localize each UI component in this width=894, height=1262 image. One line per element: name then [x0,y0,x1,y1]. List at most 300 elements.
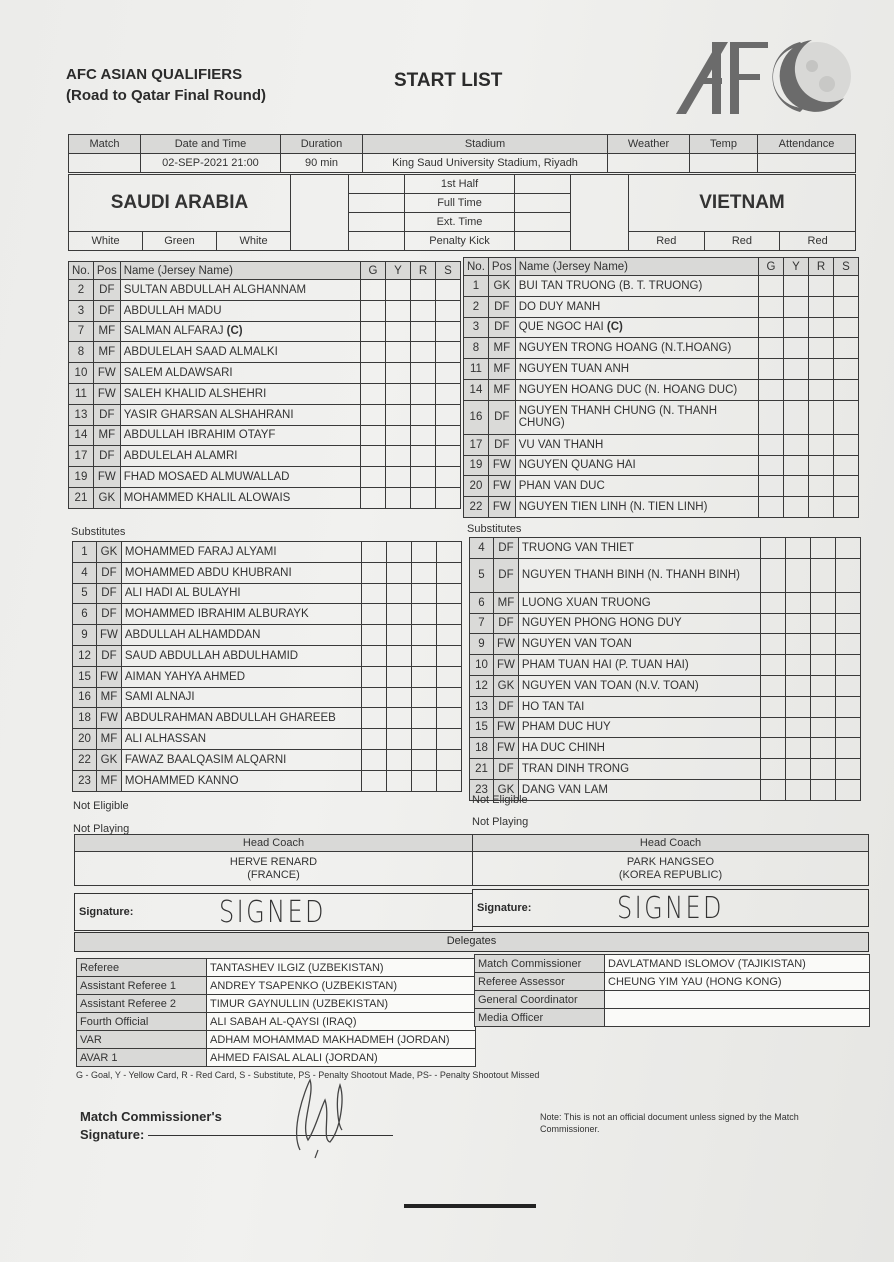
sub-cell [437,542,462,563]
temp-label: Temp [690,135,758,154]
player-name [518,538,760,559]
red-cell [411,342,436,363]
player-number: 20 [73,729,97,750]
stadium-value: King Saud University Stadium, Riyadh [363,154,608,173]
away-period-score-1 [515,175,571,194]
player-name [518,634,760,655]
goal-cell [759,400,784,434]
player-name [121,749,361,770]
player-name-text: NGUYEN VAN TOAN [521,638,632,651]
player-name-text: MOHAMMED KHALIL ALOWAIS [123,491,291,504]
player-row [73,749,462,770]
yellow-cell [386,383,411,404]
match-label: Match [69,135,141,154]
away-coach-country: (KOREA REPUBLIC) [618,868,723,881]
sub-cell [437,562,462,583]
home-starters-table [68,261,461,509]
yellow-cell [387,604,412,625]
player-number: 17 [464,434,489,455]
delegate-name: ANDREY TSAPENKO (UZBEKISTAN) [207,977,476,995]
red-cell [411,280,436,301]
red-cell [412,666,437,687]
player-name-text: FAWAZ BAALQASIM ALQARNI [124,753,287,766]
player-position: DF [488,400,515,434]
duration-label: Duration [281,135,363,154]
goal-cell [759,434,784,455]
player-name-text: NGUYEN THANH BINH (N. THANH BINH) [521,569,740,582]
delegate-name: CHEUNG YIM YAU (HONG KONG) [605,973,870,991]
delegate-row [475,955,870,973]
player-name [515,434,758,455]
competition-title [66,64,266,106]
away-score-box [571,175,629,251]
player-number: 7 [69,321,94,342]
goal-cell [361,363,386,384]
player-position: DF [488,317,515,338]
player-row [464,359,859,380]
player-number: 18 [73,708,97,729]
red-cell [811,717,836,738]
temp-value [690,154,758,173]
player-row [470,759,861,780]
col-name: Name (Jersey Name) [120,262,360,280]
yellow-cell [387,770,412,791]
goal-cell [761,634,786,655]
afc-logo-icon [672,36,862,116]
player-name-text: SAUD ABDULLAH ABDULHAMID [124,649,299,662]
player-name-text: YASIR GHARSAN ALSHAHRANI [123,408,294,421]
goal-cell [361,321,386,342]
player-row [73,625,462,646]
player-name [120,425,360,446]
delegate-row [475,1009,870,1027]
player-name-text: ABDULLAH MADU [123,304,222,317]
yellow-cell [386,300,411,321]
away-substitutes-label: Substitutes [467,523,522,535]
player-name-text: MOHAMMED ABDU KHUBRANI [124,566,292,579]
player-position: DF [494,696,519,717]
player-name [515,359,758,380]
home-head-coach [75,852,473,886]
col-goal: G [759,258,784,276]
player-name-text: ALI ALHASSAN [124,733,207,746]
red-cell [412,625,437,646]
red-cell [809,317,834,338]
red-cell [809,400,834,434]
red-cell [412,562,437,583]
player-number: 19 [69,467,94,488]
sub-cell [836,696,861,717]
player-number: 15 [73,666,97,687]
player-name [121,583,361,604]
player-number: 7 [470,613,494,634]
date-time-label: Date and Time [141,135,281,154]
player-row [69,425,461,446]
period-ext-time: Ext. Time [405,213,515,232]
player-row [470,613,861,634]
player-row [69,467,461,488]
player-number: 14 [464,379,489,400]
player-name [120,487,360,508]
player-position: MF [97,729,122,750]
delegate-row [475,991,870,1009]
red-cell [809,434,834,455]
goal-cell [362,666,387,687]
player-position: MF [97,687,122,708]
player-name [120,280,360,301]
goal-cell [362,562,387,583]
red-cell [412,645,437,666]
player-row [73,645,462,666]
player-number: 21 [470,759,494,780]
player-name-text: LUONG XUAN TRUONG [521,596,651,609]
yellow-cell [387,542,412,563]
sub-cell [436,383,461,404]
sub-cell [437,604,462,625]
delegate-name: AHMED FAISAL ALALI (JORDAN) [207,1049,476,1067]
player-name-text: ABDULELAH ALAMRI [123,450,238,463]
yellow-cell [786,696,811,717]
player-name [518,779,760,800]
away-signature-box [472,889,869,927]
weather-label: Weather [608,135,690,154]
goal-cell [361,404,386,425]
player-number: 20 [464,476,489,497]
goal-cell [361,383,386,404]
player-number: 22 [73,749,97,770]
player-row [69,342,461,363]
player-name-text: MOHAMMED IBRAHIM ALBURAYK [124,608,309,621]
player-name-text: ALI HADI AL BULAYHI [124,587,241,600]
goal-cell [759,497,784,518]
red-cell [412,542,437,563]
goal-cell [362,687,387,708]
goal-cell [361,467,386,488]
player-position: FW [488,497,515,518]
yellow-cell [784,476,809,497]
goal-cell [761,675,786,696]
player-name-text: NGUYEN THANH CHUNG (N. THANH CHUNG) [518,405,718,430]
player-name [121,770,361,791]
player-name [518,592,760,613]
player-position: MF [93,342,120,363]
col-no: No. [69,262,94,280]
yellow-cell [786,558,811,592]
player-position: FW [93,467,120,488]
player-row [470,592,861,613]
table-header-row [464,258,859,276]
goal-cell [759,359,784,380]
player-name [518,613,760,634]
yellow-cell [387,625,412,646]
player-position: MF [488,338,515,359]
player-name-text: HA DUC CHINH [521,742,605,755]
player-name [120,383,360,404]
yellow-cell [386,425,411,446]
player-row [464,296,859,317]
player-name-text: NGUYEN QUANG HAI [518,459,636,472]
red-cell [811,759,836,780]
player-name [515,317,758,338]
player-position: DF [488,434,515,455]
sub-cell [834,455,859,476]
player-row [470,779,861,800]
player-number: 11 [464,359,489,380]
goal-cell [759,476,784,497]
yellow-cell [786,779,811,800]
player-name [515,497,758,518]
sub-cell [834,338,859,359]
sub-cell [436,425,461,446]
player-name [515,400,758,434]
player-position: DF [494,613,519,634]
player-name-text: FHAD MOSAED ALMUWALLAD [123,471,290,484]
delegate-name: TANTASHEV ILGIZ (UZBEKISTAN) [207,959,476,977]
home-period-score-3 [349,213,405,232]
player-row [470,717,861,738]
red-cell [412,770,437,791]
player-number: 11 [69,383,94,404]
goal-cell [362,749,387,770]
player-name-text: PHAN VAN DUC [518,480,605,493]
red-cell [809,476,834,497]
col-sub: S [436,262,461,280]
sub-cell [836,675,861,696]
player-position: MF [93,321,120,342]
delegate-role: VAR [77,1031,207,1049]
player-row [69,280,461,301]
away-head-coach [473,852,869,886]
yellow-cell [784,276,809,297]
period-1st-half: 1st Half [405,175,515,194]
player-position: FW [494,717,519,738]
player-name [515,296,758,317]
head-coach-table [74,834,869,886]
sub-cell [436,321,461,342]
home-period-score-1 [349,175,405,194]
goal-cell [759,317,784,338]
yellow-cell [784,317,809,338]
delegate-name: ALI SABAH AL-QAYSI (IRAQ) [207,1013,476,1031]
red-cell [811,634,836,655]
home-not-eligible-label: Not Eligible [73,800,129,812]
player-row [470,558,861,592]
player-number: 23 [73,770,97,791]
player-position: GK [97,542,122,563]
player-position: FW [494,655,519,676]
sub-cell [437,583,462,604]
home-team-name: SAUDI ARABIA [69,175,291,232]
sub-cell [436,446,461,467]
goal-cell [362,625,387,646]
player-position: MF [93,425,120,446]
player-name-text: MOHAMMED KANNO [124,774,239,787]
sub-cell [834,497,859,518]
player-number: 13 [69,404,94,425]
sub-cell [836,538,861,559]
player-row [73,770,462,791]
player-row [464,434,859,455]
player-name-text: MOHAMMED FARAJ ALYAMI [124,545,277,558]
attendance-value [758,154,856,173]
player-position: DF [93,404,120,425]
player-number: 5 [73,583,97,604]
red-cell [809,455,834,476]
player-position: GK [494,675,519,696]
player-name [121,729,361,750]
col-goal: G [361,262,386,280]
red-cell [811,655,836,676]
player-row [464,476,859,497]
yellow-cell [387,562,412,583]
player-number: 15 [470,717,494,738]
home-kit-shorts: Green [143,232,217,251]
col-name: Name (Jersey Name) [515,258,758,276]
red-cell [411,467,436,488]
sub-cell [836,759,861,780]
player-number: 4 [73,562,97,583]
col-red: R [411,262,436,280]
away-not-playing-label: Not Playing [472,816,529,828]
goal-cell [361,300,386,321]
col-sub: S [834,258,859,276]
sub-cell [436,280,461,301]
player-name [120,342,360,363]
away-head-coach-label: Head Coach [473,835,869,852]
bottom-bar-divider [404,1204,536,1208]
red-cell [811,613,836,634]
player-position: FW [494,738,519,759]
yellow-cell [386,342,411,363]
player-position: FW [494,634,519,655]
yellow-cell [784,455,809,476]
yellow-cell [386,363,411,384]
sub-cell [437,749,462,770]
player-position: DF [488,296,515,317]
player-position: MF [488,359,515,380]
player-row [73,604,462,625]
yellow-cell [386,446,411,467]
delegate-row [77,1013,476,1031]
sub-cell [834,359,859,380]
goal-cell [361,446,386,467]
player-name [121,645,361,666]
player-name [120,446,360,467]
yellow-cell [387,583,412,604]
player-number: 2 [69,280,94,301]
player-number: 8 [464,338,489,359]
goal-cell [361,425,386,446]
yellow-cell [387,749,412,770]
home-substitutes-table [72,541,462,792]
yellow-cell [386,487,411,508]
player-name [121,625,361,646]
player-name-text: DANG VAN LAM [521,783,608,796]
delegate-role: Fourth Official [77,1013,207,1031]
red-cell [811,592,836,613]
home-kit-socks: White [217,232,291,251]
player-number: 1 [464,276,489,297]
goal-cell [362,729,387,750]
player-position: DF [97,583,122,604]
sub-cell [834,379,859,400]
captain-badge: (C) [226,325,243,338]
home-signature-value: SIGNED [219,894,326,930]
player-number: 2 [464,296,489,317]
player-number: 16 [464,400,489,434]
goal-cell [761,655,786,676]
yellow-cell [387,729,412,750]
delegates-right-table [474,954,870,1027]
away-substitutes-table [469,537,861,801]
goal-cell [362,542,387,563]
player-number: 17 [69,446,94,467]
player-row [69,404,461,425]
goal-cell [761,538,786,559]
yellow-cell [784,338,809,359]
player-row [470,696,861,717]
player-position: DF [494,538,519,559]
red-cell [809,296,834,317]
player-position: MF [494,592,519,613]
player-position: DF [494,759,519,780]
player-position: FW [93,363,120,384]
player-name-text: PHAM DUC HUY [521,721,611,734]
goal-cell [361,487,386,508]
player-row [69,363,461,384]
match-value [69,154,141,173]
red-cell [411,425,436,446]
player-position: DF [93,280,120,301]
sub-cell [836,779,861,800]
red-cell [412,604,437,625]
goal-cell [362,604,387,625]
player-number: 10 [470,655,494,676]
yellow-cell [387,687,412,708]
away-period-score-4 [515,232,571,251]
player-name-text: AIMAN YAHYA AHMED [124,670,246,683]
red-cell [809,379,834,400]
player-name [518,696,760,717]
red-cell [809,497,834,518]
player-number: 14 [69,425,94,446]
sub-cell [437,687,462,708]
yellow-cell [784,434,809,455]
player-row [69,321,461,342]
goal-cell [761,696,786,717]
sub-cell [836,717,861,738]
delegates-header: Delegates [74,932,869,952]
teams-score-table [68,174,856,251]
yellow-cell [784,379,809,400]
red-cell [809,276,834,297]
player-position: FW [97,625,122,646]
home-period-score-4 [349,232,405,251]
player-name-text: QUE NGOC HAI [518,321,607,334]
sub-cell [836,592,861,613]
sub-cell [834,400,859,434]
sub-cell [834,476,859,497]
player-row [69,487,461,508]
player-name-text: VU VAN THANH [518,438,604,451]
red-cell [811,738,836,759]
document-title: START LIST [394,70,503,91]
player-position: FW [488,455,515,476]
player-position: DF [97,562,122,583]
player-position: DF [93,300,120,321]
player-name-text: NGUYEN TUAN ANH [518,363,630,376]
player-name [120,404,360,425]
